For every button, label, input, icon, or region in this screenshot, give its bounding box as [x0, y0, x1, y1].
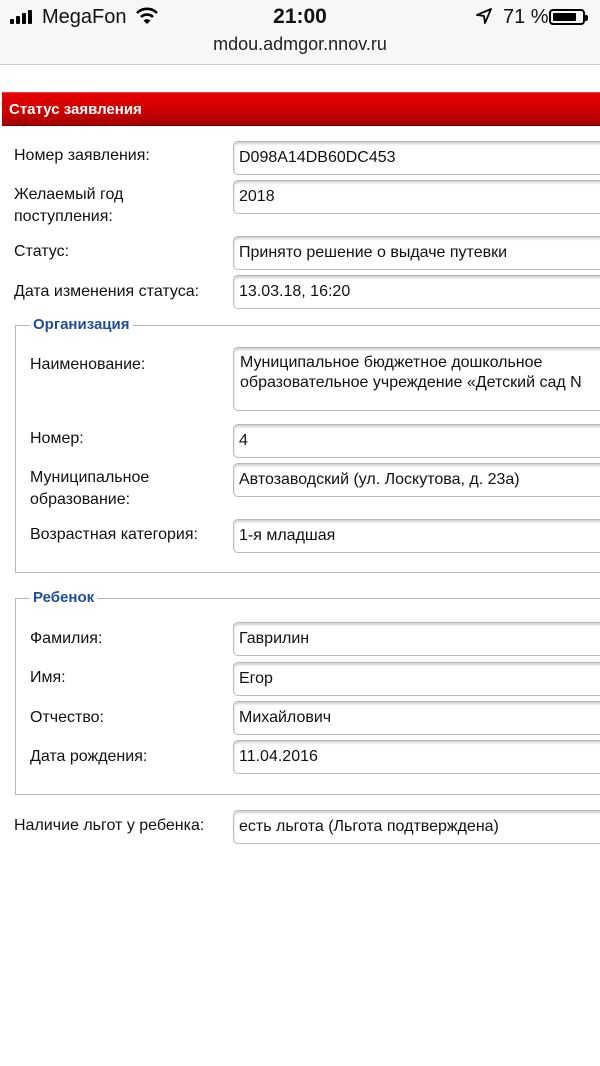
location-arrow-icon [476, 8, 492, 29]
organization-legend: Организация [30, 316, 133, 333]
age-category-field[interactable]: 1-я младшая [233, 519, 600, 553]
benefits-field[interactable]: есть льгота (Льгота подтверждена) [233, 810, 600, 844]
status-change-date-label: Дата изменения статуса: [14, 283, 200, 300]
desired-year-label-line2: поступления: [14, 208, 113, 225]
section-title: Статус заявления [9, 101, 142, 118]
address-bar[interactable] [0, 34, 600, 65]
municipal-label-line1: Муниципальное [30, 469, 150, 486]
carrier-name: MegaFon [42, 6, 127, 28]
surname-label: Фамилия: [30, 630, 103, 647]
municipal-field[interactable]: Автозаводский (ул. Лоскутова, д. 23а) [233, 463, 600, 497]
age-category-label: Возрастная категория: [30, 526, 198, 543]
battery-percent: 71 % [503, 6, 549, 28]
organization-number-label: Номер: [30, 430, 84, 447]
status-change-date-field[interactable]: 13.03.18, 16:20 [233, 275, 600, 309]
desired-year-field[interactable]: 2018 [233, 180, 600, 214]
first-name-label: Имя: [30, 669, 66, 686]
battery-icon [549, 9, 585, 25]
url-text: mdou.admgor.nnov.ru [213, 34, 387, 54]
surname-field[interactable]: Гаврилин [233, 622, 600, 656]
child-legend: Ребенок [30, 589, 97, 606]
desired-year-label-line1: Желаемый год [14, 186, 124, 203]
clock: 21:00 [273, 5, 327, 28]
municipal-label-line2: образование: [30, 491, 131, 508]
organization-name-field[interactable]: Муниципальное бюджетное дошкольное образовательное учреждение «Детский сад N [233, 347, 600, 411]
status-field[interactable]: Принято решение о выдаче путевки [233, 236, 600, 270]
first-name-field[interactable]: Егор [233, 662, 600, 696]
patronymic-label: Отчество: [30, 709, 104, 726]
section-header [2, 92, 600, 126]
birth-date-label: Дата рождения: [30, 748, 148, 765]
application-number-field[interactable]: D098A14DB60DC453 [233, 141, 600, 175]
status-bar [0, 0, 600, 34]
organization-name-label: Наименование: [30, 356, 146, 373]
status-label: Статус: [14, 243, 70, 260]
patronymic-field[interactable]: Михайлович [233, 701, 600, 735]
organization-number-field[interactable]: 4 [233, 424, 600, 458]
benefits-label: Наличие льгот у ребенка: [14, 817, 205, 834]
application-number-label: Номер заявления: [14, 147, 150, 164]
birth-date-field[interactable]: 11.04.2016 [233, 740, 600, 774]
